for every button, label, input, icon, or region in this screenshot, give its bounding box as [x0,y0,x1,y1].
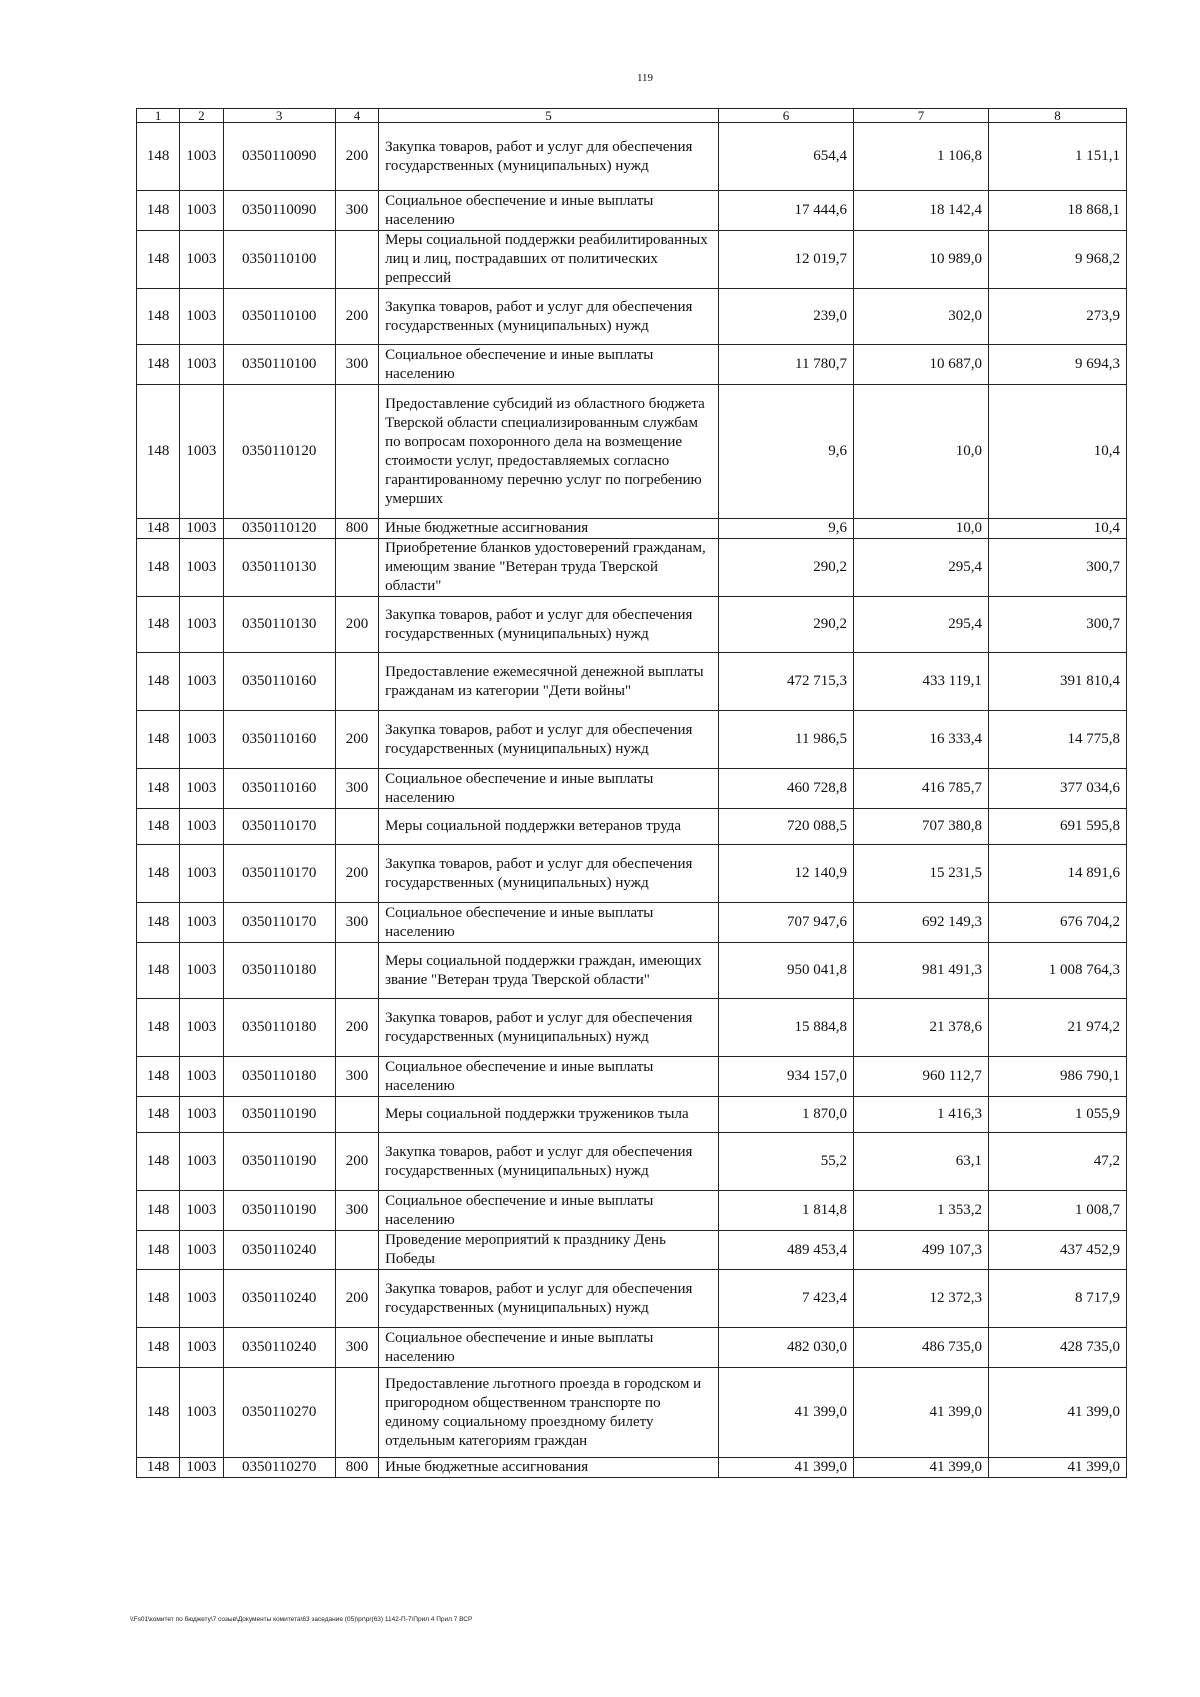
ministry-code-cell: 148 [137,1368,180,1458]
amount-year3-cell: 14 775,8 [988,711,1126,769]
amount-year1-cell: 460 728,8 [719,769,854,809]
amount-year2-cell: 960 112,7 [853,1057,988,1097]
table-row [137,539,1127,597]
amount-year3-cell: 9 968,2 [988,231,1126,289]
expense-type-cell: 300 [335,1057,378,1097]
target-article-cell: 0350110170 [223,903,335,943]
ministry-code-cell: 148 [137,231,180,289]
description-cell: Предоставление субсидий из областного бюджета Тверской области специализированным службам по вопросам похоронного дела на возмещение стоимости услуг, предоставляемых согласно гарантированному перечню услуг по погребению умерших [379,385,719,519]
expense-type-cell [335,231,378,289]
expense-type-cell [335,809,378,845]
amount-year1-cell: 12 140,9 [719,845,854,903]
ministry-code-cell: 148 [137,769,180,809]
section-code-cell: 1003 [180,1270,223,1328]
table-row [137,903,1127,943]
table-row [137,191,1127,231]
description-cell: Закупка товаров, работ и услуг для обеспечения государственных (муниципальных) нужд [379,597,719,653]
table-row [137,1458,1127,1478]
amount-year3-cell: 377 034,6 [988,769,1126,809]
amount-year2-cell: 1 353,2 [853,1191,988,1231]
amount-year3-cell: 41 399,0 [988,1458,1126,1478]
amount-year3-cell: 391 810,4 [988,653,1126,711]
amount-year2-cell: 10,0 [853,519,988,539]
amount-year1-cell: 7 423,4 [719,1270,854,1328]
ministry-code-cell: 148 [137,653,180,711]
section-code-cell: 1003 [180,519,223,539]
amount-year2-cell: 16 333,4 [853,711,988,769]
amount-year1-cell: 290,2 [719,539,854,597]
description-cell: Социальное обеспечение и иные выплаты населению [379,1057,719,1097]
ministry-code-cell: 148 [137,903,180,943]
ministry-code-cell: 148 [137,1458,180,1478]
target-article-cell: 0350110100 [223,231,335,289]
expense-type-cell [335,1368,378,1458]
target-article-cell: 0350110170 [223,809,335,845]
amount-year3-cell: 1 151,1 [988,123,1126,191]
section-code-cell: 1003 [180,1191,223,1231]
amount-year2-cell: 981 491,3 [853,943,988,999]
column-header: 4 [335,109,378,123]
section-code-cell: 1003 [180,653,223,711]
amount-year2-cell: 10 989,0 [853,231,988,289]
description-cell: Закупка товаров, работ и услуг для обеспечения государственных (муниципальных) нужд [379,711,719,769]
section-code-cell: 1003 [180,231,223,289]
section-code-cell: 1003 [180,999,223,1057]
section-code-cell: 1003 [180,345,223,385]
expense-type-cell: 200 [335,597,378,653]
amount-year2-cell: 416 785,7 [853,769,988,809]
expense-type-cell [335,653,378,711]
target-article-cell: 0350110190 [223,1133,335,1191]
table-row [137,943,1127,999]
ministry-code-cell: 148 [137,1133,180,1191]
ministry-code-cell: 148 [137,597,180,653]
amount-year3-cell: 21 974,2 [988,999,1126,1057]
table-row [137,1231,1127,1270]
target-article-cell: 0350110090 [223,191,335,231]
section-code-cell: 1003 [180,1133,223,1191]
description-cell: Меры социальной поддержки тружеников тыла [379,1097,719,1133]
table-row [137,1368,1127,1458]
amount-year2-cell: 12 372,3 [853,1270,988,1328]
description-cell: Социальное обеспечение и иные выплаты населению [379,1191,719,1231]
target-article-cell: 0350110180 [223,943,335,999]
amount-year1-cell: 15 884,8 [719,999,854,1057]
amount-year3-cell: 437 452,9 [988,1231,1126,1270]
amount-year2-cell: 692 149,3 [853,903,988,943]
ministry-code-cell: 148 [137,539,180,597]
expense-type-cell: 200 [335,1270,378,1328]
ministry-code-cell: 148 [137,1097,180,1133]
table-row [137,345,1127,385]
amount-year1-cell: 654,4 [719,123,854,191]
ministry-code-cell: 148 [137,123,180,191]
section-code-cell: 1003 [180,769,223,809]
target-article-cell: 0350110270 [223,1368,335,1458]
expense-type-cell [335,1097,378,1133]
ministry-code-cell: 148 [137,1231,180,1270]
section-code-cell: 1003 [180,123,223,191]
table-row [137,385,1127,519]
amount-year2-cell: 486 735,0 [853,1328,988,1368]
amount-year3-cell: 691 595,8 [988,809,1126,845]
description-cell: Иные бюджетные ассигнования [379,519,719,539]
description-cell: Закупка товаров, работ и услуг для обеспечения государственных (муниципальных) нужд [379,289,719,345]
description-cell: Меры социальной поддержки реабилитированных лиц и лиц, пострадавших от политических репрессий [379,231,719,289]
amount-year1-cell: 9,6 [719,519,854,539]
amount-year3-cell: 10,4 [988,385,1126,519]
amount-year3-cell: 14 891,6 [988,845,1126,903]
target-article-cell: 0350110240 [223,1328,335,1368]
expense-type-cell: 300 [335,1191,378,1231]
expense-type-cell: 300 [335,345,378,385]
amount-year1-cell: 1 814,8 [719,1191,854,1231]
target-article-cell: 0350110180 [223,1057,335,1097]
amount-year3-cell: 1 008,7 [988,1191,1126,1231]
target-article-cell: 0350110180 [223,999,335,1057]
amount-year2-cell: 1 106,8 [853,123,988,191]
description-cell: Закупка товаров, работ и услуг для обеспечения государственных (муниципальных) нужд [379,1133,719,1191]
expense-type-cell: 200 [335,1133,378,1191]
column-header: 5 [379,109,719,123]
amount-year2-cell: 433 119,1 [853,653,988,711]
description-cell: Социальное обеспечение и иные выплаты населению [379,1328,719,1368]
expense-type-cell [335,539,378,597]
section-code-cell: 1003 [180,943,223,999]
amount-year1-cell: 12 019,7 [719,231,854,289]
description-cell: Закупка товаров, работ и услуг для обеспечения государственных (муниципальных) нужд [379,999,719,1057]
expense-type-cell: 200 [335,845,378,903]
section-code-cell: 1003 [180,289,223,345]
expense-type-cell: 300 [335,1328,378,1368]
section-code-cell: 1003 [180,809,223,845]
expense-type-cell: 200 [335,999,378,1057]
table-row [137,711,1127,769]
amount-year1-cell: 720 088,5 [719,809,854,845]
amount-year2-cell: 63,1 [853,1133,988,1191]
amount-year2-cell: 41 399,0 [853,1458,988,1478]
expense-type-cell [335,943,378,999]
ministry-code-cell: 148 [137,1191,180,1231]
ministry-code-cell: 148 [137,1057,180,1097]
amount-year1-cell: 1 870,0 [719,1097,854,1133]
amount-year1-cell: 239,0 [719,289,854,345]
expense-type-cell: 200 [335,123,378,191]
target-article-cell: 0350110120 [223,385,335,519]
amount-year3-cell: 8 717,9 [988,1270,1126,1328]
amount-year3-cell: 676 704,2 [988,903,1126,943]
amount-year3-cell: 1 008 764,3 [988,943,1126,999]
amount-year1-cell: 9,6 [719,385,854,519]
description-cell: Проведение мероприятий к празднику День Победы [379,1231,719,1270]
column-header: 8 [988,109,1126,123]
column-header: 2 [180,109,223,123]
amount-year3-cell: 10,4 [988,519,1126,539]
target-article-cell: 0350110190 [223,1097,335,1133]
amount-year2-cell: 302,0 [853,289,988,345]
amount-year2-cell: 295,4 [853,539,988,597]
amount-year2-cell: 10 687,0 [853,345,988,385]
target-article-cell: 0350110130 [223,597,335,653]
table-row [137,519,1127,539]
column-header: 6 [719,109,854,123]
expense-type-cell: 300 [335,903,378,943]
amount-year3-cell: 47,2 [988,1133,1126,1191]
amount-year2-cell: 15 231,5 [853,845,988,903]
target-article-cell: 0350110160 [223,769,335,809]
amount-year3-cell: 1 055,9 [988,1097,1126,1133]
target-article-cell: 0350110100 [223,345,335,385]
table-body [137,123,1127,1478]
table-row [137,1057,1127,1097]
section-code-cell: 1003 [180,845,223,903]
table-row [137,597,1127,653]
ministry-code-cell: 148 [137,809,180,845]
amount-year3-cell: 300,7 [988,539,1126,597]
section-code-cell: 1003 [180,1458,223,1478]
amount-year1-cell: 17 444,6 [719,191,854,231]
description-cell: Предоставление ежемесячной денежной выплаты гражданам из категории "Дети войны" [379,653,719,711]
section-code-cell: 1003 [180,1097,223,1133]
amount-year2-cell: 707 380,8 [853,809,988,845]
column-header: 7 [853,109,988,123]
description-cell: Закупка товаров, работ и услуг для обеспечения государственных (муниципальных) нужд [379,845,719,903]
ministry-code-cell: 148 [137,1270,180,1328]
table-row [137,809,1127,845]
description-cell: Приобретение бланков удостоверений гражданам, имеющим звание "Ветеран труда Тверской области" [379,539,719,597]
amount-year1-cell: 934 157,0 [719,1057,854,1097]
table-row [137,1133,1127,1191]
ministry-code-cell: 148 [137,1328,180,1368]
amount-year3-cell: 300,7 [988,597,1126,653]
expense-type-cell: 300 [335,769,378,809]
table-row [137,289,1127,345]
page-number: 119 [636,72,654,84]
expense-type-cell: 200 [335,711,378,769]
ministry-code-cell: 148 [137,519,180,539]
section-code-cell: 1003 [180,191,223,231]
table-header-row [137,109,1127,123]
description-cell: Закупка товаров, работ и услуг для обеспечения государственных (муниципальных) нужд [379,1270,719,1328]
amount-year2-cell: 10,0 [853,385,988,519]
section-code-cell: 1003 [180,1231,223,1270]
expense-type-cell: 300 [335,191,378,231]
ministry-code-cell: 148 [137,943,180,999]
amount-year3-cell: 428 735,0 [988,1328,1126,1368]
amount-year3-cell: 9 694,3 [988,345,1126,385]
table-row [137,845,1127,903]
target-article-cell: 0350110130 [223,539,335,597]
ministry-code-cell: 148 [137,345,180,385]
description-cell: Предоставление льготного проезда в городском и пригородном общественном транспорте по единому социальному проездному билету отдельным категориям граждан [379,1368,719,1458]
amount-year3-cell: 986 790,1 [988,1057,1126,1097]
table-row [137,653,1127,711]
expense-type-cell: 800 [335,1458,378,1478]
expense-type-cell: 200 [335,289,378,345]
description-cell: Меры социальной поддержки ветеранов труда [379,809,719,845]
amount-year1-cell: 55,2 [719,1133,854,1191]
amount-year2-cell: 21 378,6 [853,999,988,1057]
amount-year1-cell: 41 399,0 [719,1458,854,1478]
column-header: 1 [137,109,180,123]
amount-year1-cell: 950 041,8 [719,943,854,999]
target-article-cell: 0350110190 [223,1191,335,1231]
amount-year1-cell: 482 030,0 [719,1328,854,1368]
expense-type-cell [335,385,378,519]
description-cell: Социальное обеспечение и иные выплаты населению [379,903,719,943]
amount-year3-cell: 18 868,1 [988,191,1126,231]
ministry-code-cell: 148 [137,289,180,345]
section-code-cell: 1003 [180,1057,223,1097]
target-article-cell: 0350110270 [223,1458,335,1478]
target-article-cell: 0350110120 [223,519,335,539]
table-row [137,1191,1127,1231]
description-cell: Социальное обеспечение и иные выплаты населению [379,769,719,809]
amount-year2-cell: 18 142,4 [853,191,988,231]
section-code-cell: 1003 [180,711,223,769]
table-row [137,123,1127,191]
amount-year2-cell: 295,4 [853,597,988,653]
expense-type-cell [335,1231,378,1270]
table-row [137,1328,1127,1368]
target-article-cell: 0350110240 [223,1270,335,1328]
description-cell: Меры социальной поддержки граждан, имеющих звание "Ветеран труда Тверской области" [379,943,719,999]
section-code-cell: 1003 [180,385,223,519]
section-code-cell: 1003 [180,1368,223,1458]
amount-year1-cell: 11 780,7 [719,345,854,385]
target-article-cell: 0350110100 [223,289,335,345]
amount-year1-cell: 472 715,3 [719,653,854,711]
amount-year3-cell: 41 399,0 [988,1368,1126,1458]
table-row [137,999,1127,1057]
table-row [137,1097,1127,1133]
target-article-cell: 0350110160 [223,653,335,711]
file-path-footer: \\Fs01\комитет по бюджету\7 созыв\Документы комитета\63 заседание (05)\pr\pr(63) 1142-П-7\Прил 4 Прил 7 ВСР [130,1616,473,1623]
amount-year2-cell: 41 399,0 [853,1368,988,1458]
target-article-cell: 0350110170 [223,845,335,903]
target-article-cell: 0350110240 [223,1231,335,1270]
description-cell: Социальное обеспечение и иные выплаты населению [379,345,719,385]
ministry-code-cell: 148 [137,845,180,903]
column-header: 3 [223,109,335,123]
table-row [137,231,1127,289]
ministry-code-cell: 148 [137,999,180,1057]
target-article-cell: 0350110160 [223,711,335,769]
amount-year1-cell: 11 986,5 [719,711,854,769]
target-article-cell: 0350110090 [223,123,335,191]
amount-year1-cell: 290,2 [719,597,854,653]
description-cell: Иные бюджетные ассигнования [379,1458,719,1478]
budget-table [136,108,1127,1478]
amount-year1-cell: 41 399,0 [719,1368,854,1458]
section-code-cell: 1003 [180,1328,223,1368]
ministry-code-cell: 148 [137,191,180,231]
section-code-cell: 1003 [180,597,223,653]
description-cell: Закупка товаров, работ и услуг для обеспечения государственных (муниципальных) нужд [379,123,719,191]
expense-type-cell: 800 [335,519,378,539]
description-cell: Социальное обеспечение и иные выплаты населению [379,191,719,231]
amount-year2-cell: 1 416,3 [853,1097,988,1133]
section-code-cell: 1003 [180,539,223,597]
ministry-code-cell: 148 [137,711,180,769]
table-row [137,1270,1127,1328]
amount-year1-cell: 489 453,4 [719,1231,854,1270]
amount-year2-cell: 499 107,3 [853,1231,988,1270]
ministry-code-cell: 148 [137,385,180,519]
table-row [137,769,1127,809]
section-code-cell: 1003 [180,903,223,943]
amount-year1-cell: 707 947,6 [719,903,854,943]
amount-year3-cell: 273,9 [988,289,1126,345]
